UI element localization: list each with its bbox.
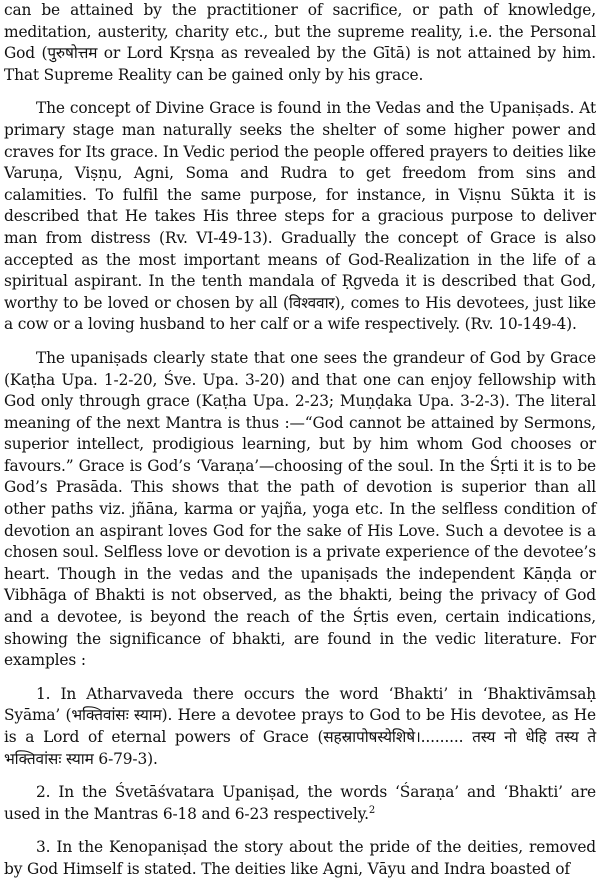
paragraph-3: The upaniṣads clearly state that one sees the grandeur of God by Grace (Kaṭha Upa. 1-2-20, Śve. Upa. 3-20) and that one can enjoy fellowship with God only through grace (Kaṭha Upa. 2-23; Muṇḍaka Upa. 3-2-3). The literal meaning of the next Mantra is thus :—“God cannot be attained by Sermons, superior intellect, prodigious learning, but by him whom God chooses or favours.” Grace is God’s ‘Varaṇa’—choosing of the soul. In the Śṛti it is to be God’s Prasāda. This shows that the path of devotion is superior than all other paths viz. jñāna, karma or yajña, yoga etc. In the selfless condition of devotion an aspirant loves God for the sake of His Love. Such a devotee is a chosen soul. Selfless love or devotion is a private experience of the devotee’s heart. Though in the vedas and the upaniṣads the independent Kāṇḍa or Vibhāga of Bhakti is not observed, as the bhakti, being the privacy of God and a devotee, is beyond the reach of the Śṛtis even, certain indications, showing the significance of bhakti, are found in the vedic literature. For examples : — [4, 348, 596, 670]
paragraph-5-text: 2. In the Śvetāśvatara Upaniṣad, the words ‘Śaraṇa’ and ‘Bhakti’ are used in the Mantras 6-18 and 6-23 respectively. — [4, 783, 596, 823]
paragraph-5 — [4, 782, 596, 825]
paragraph-4: 1. In Atharvaveda there occurs the word ‘Bhakti’ in ‘Bhaktivāmsaḥ Syāma’ (भक्तिवांसः स्याम). Here a devotee prays to God to be His devotee, as He is a Lord of eternal powers of Grace (सहस्रापोषस्येशिषे।......... तस्य नो धेहि तस्य ते भक्तिवांसः स्याम 6-79-3). — [4, 684, 596, 768]
footnote-marker: 2 — [368, 804, 376, 816]
paragraph-1: can be attained by the practitioner of sacrifice, or path of knowledge, meditation, austerity, charity etc., but the supreme reality, i.e. the Personal God (पुरुषोत्तम or Lord Kṛsṇa as revealed by the Gītā) is not attained by him. That Supreme Reality can be gained only by his grace. — [4, 1, 596, 84]
paragraph-2: The concept of Divine Grace is found in the Vedas and the Upaniṣads. At primary stage man naturally seeks the shelter of some higher power and craves for Its grace. In Vedic period the people offered prayers to deities like Varuṇa, Viṣṇu, Agni, Soma and Rudra to get freedom from sins and calamities. To fulfil the same purpose, for instance, in Viṣnu Sūkta it is described that He takes His three steps for a gracious purpose to deliver man from distress (Rv. VI-49-13). Gradually the concept of Grace is also accepted as the most important means of God-Realization in the life of a spiritual aspirant. In the tenth mandala of Ṛgveda it is described that God, worthy to be loved or chosen by all (विश्ववार), comes to His devotees, just like a cow or a loving husband to her calf or a wife respectively. (Rv. 10-149-4). — [4, 99, 596, 334]
paragraph-6: 3. In the Kenopaniṣad the story about the pride of the deities, removed by God Himself is stated. The deities like Agni, Vāyu and Indra boasted of — [4, 838, 596, 878]
